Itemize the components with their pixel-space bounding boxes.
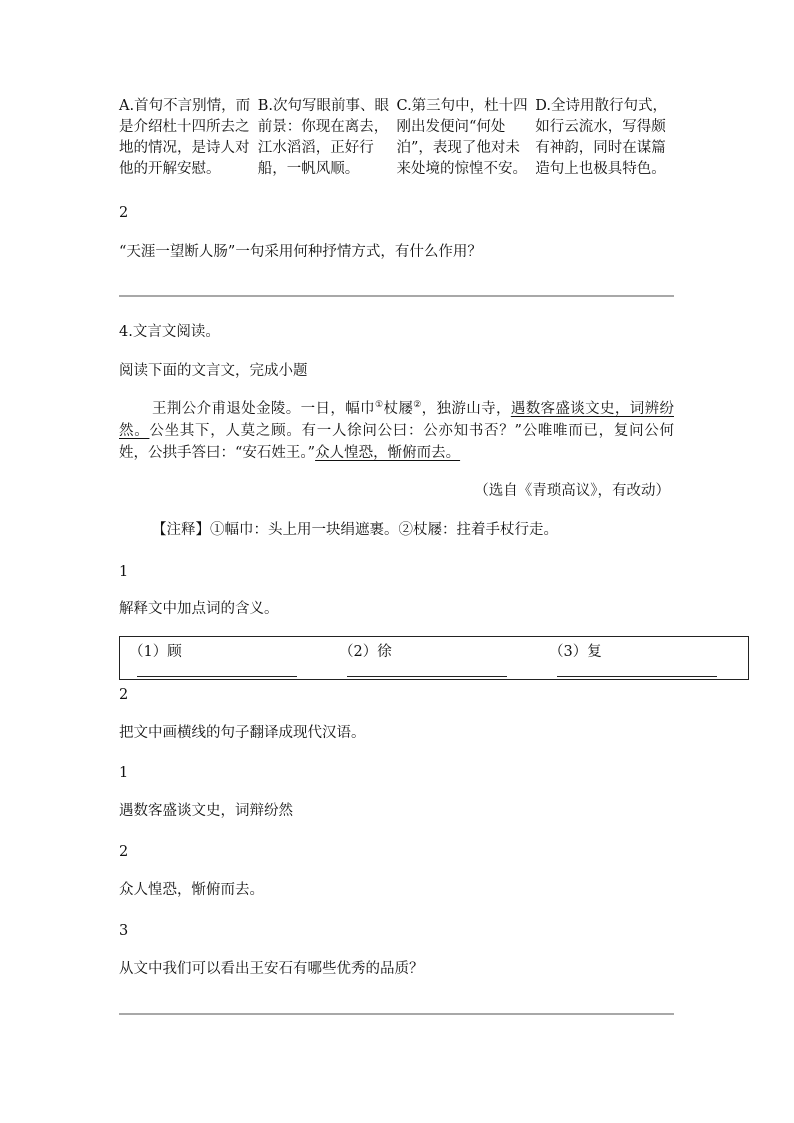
answer-line xyxy=(119,295,674,297)
q4-passage xyxy=(119,398,674,464)
q4-sub1-prompt: 解释文中加点词的含义。 xyxy=(119,601,279,617)
annotation-note: 【注释】①幅巾：头上用一块绢遮裹。②杖屦：拄着手杖行走。 xyxy=(152,522,558,538)
q3-options xyxy=(119,96,674,180)
word-item-2: （2）徐 xyxy=(339,644,392,660)
passage-text: 公坐其下，人莫之顾。有一人徐问公曰：公亦知书否？”公唯唯而已，复问公何姓，公拱手答曰：“安石姓王。” xyxy=(119,423,674,461)
option-d: D.全诗用散行句式，如行云流水，写得颇有神韵，同时在谋篇造句上也极具特色。 xyxy=(535,98,667,177)
option-a: A.首句不言别情，而是介绍杜十四所去之地的情况，是诗人对他的开解安慰。 xyxy=(119,98,251,177)
q4-sub2-part1-text: 遇数客盛谈文史，词辩纷然 xyxy=(119,803,293,819)
underlined-sentence-1: 遇数客盛谈文史，词辨纷然。 xyxy=(119,401,674,439)
q4-instruction: 阅读下面的文言文，完成小题 xyxy=(119,363,308,379)
passage-text: 杖屦 xyxy=(383,401,414,417)
q3-sub2-number: 2 xyxy=(119,205,129,221)
q4-sub2-part1-number: 1 xyxy=(119,765,129,781)
q4-sub1-number: 1 xyxy=(119,564,129,580)
note-marker-1: ① xyxy=(375,400,384,410)
note-marker-2: ② xyxy=(413,400,422,410)
q4-sub3-number: 3 xyxy=(119,923,129,939)
q4-heading: 4.文言文阅读。 xyxy=(119,324,220,340)
answer-line xyxy=(119,1013,674,1015)
answer-blank-2[interactable] xyxy=(347,676,507,677)
option-b: B.次句写眼前事、眼前景：你现在离去，江水滔滔，正好行船，一帆风顺。 xyxy=(257,98,390,177)
underlined-sentence-2: 众人惶恐，惭俯而去。 xyxy=(315,445,461,461)
answer-table xyxy=(119,636,749,680)
answer-blank-1[interactable] xyxy=(137,676,297,677)
q4-sub3-prompt: 从文中我们可以看出王安石有哪些优秀的品质？ xyxy=(119,961,424,977)
q3-sub2-prompt: “天涯一望断人肠”一句采用何种抒情方式，有什么作用？ xyxy=(119,244,482,260)
option-c: C.第三句中，杜十四刚出发便问“何处泊”，表现了他对未来处境的惊惶不安。 xyxy=(396,98,528,177)
word-item-3: （3）复 xyxy=(549,644,602,660)
word-item-1: （1）顾 xyxy=(129,644,182,660)
q4-sub2-prompt: 把文中画横线的句子翻译成现代汉语。 xyxy=(119,725,366,741)
q4-sub2-number: 2 xyxy=(119,687,129,703)
passage-text: ，独游山寺， xyxy=(421,401,511,417)
answer-blank-3[interactable] xyxy=(557,676,717,677)
q4-sub2-part2-text: 众人惶恐，惭俯而去。 xyxy=(119,882,264,898)
passage-text: 王荆公介甫退处金陵。一日，幅巾 xyxy=(152,401,376,417)
passage-source: （选自《青琐高议》，有改动） xyxy=(474,483,670,499)
q4-sub2-part2-number: 2 xyxy=(119,844,129,860)
